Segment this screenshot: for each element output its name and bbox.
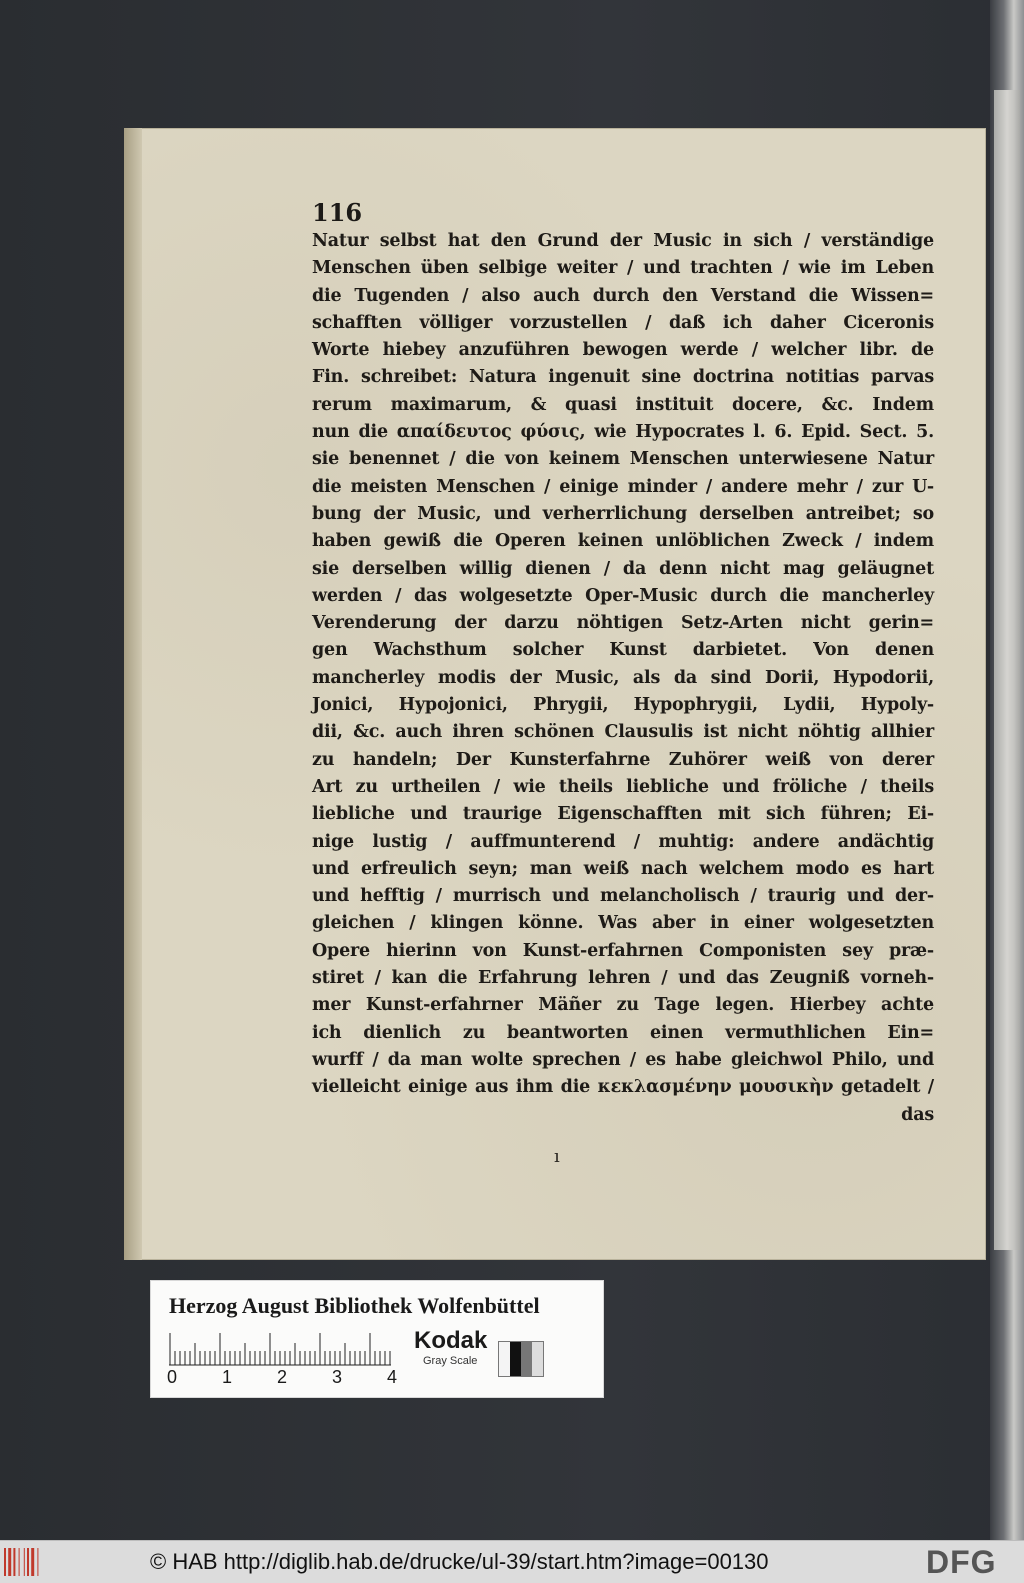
barcode-bar xyxy=(37,1548,38,1576)
text-line: vielleicht einige aus ihm die κεκλασμένην μουσικὴν getadelt / xyxy=(312,1077,934,1098)
text-line: das xyxy=(901,1104,934,1125)
barcode-bar xyxy=(19,1548,20,1576)
text-line: wurff / da man wolte sprechen / es habe gleichwol Philo, und xyxy=(312,1049,934,1070)
text-line: liebliche und traurige Eigenschafften mit sich führen; Ei- xyxy=(312,804,934,825)
text-line: Fin. schreibet: Natura ingenuit sine doctrina notitias parvas xyxy=(312,367,934,388)
text-line: schafften völliger vorzustellen / daß ich daher Ciceronis xyxy=(312,312,934,333)
color-target-card xyxy=(150,1280,604,1398)
book-fore-edge xyxy=(990,0,1024,1540)
text-line: und erfreulich seyn; man weiß nach welchem modo es hart xyxy=(312,858,934,879)
document-page xyxy=(124,128,986,1260)
page-text xyxy=(312,228,934,1129)
dfg-logo: DFG xyxy=(926,1544,997,1580)
ruler-label: 1 xyxy=(222,1367,233,1387)
page-gutter-shadow xyxy=(124,128,142,1260)
text-line: werden / das wolgesetzte Oper-Music durch die mancherley xyxy=(312,585,934,606)
fore-edge-highlight xyxy=(994,90,1020,1250)
text-line: mer Kunst-erfahrner Mäñer zu Tage legen. Hierbey achte xyxy=(312,995,934,1016)
ruler-label: 4 xyxy=(387,1367,398,1387)
text-line: ich dienlich zu beantworten einen vermuthlichen Ein= xyxy=(312,1022,934,1043)
ruler-label: 3 xyxy=(332,1367,343,1387)
text-line: die Tugenden / also auch durch den Verstand die Wissen= xyxy=(312,285,934,306)
text-line: haben gewiß die Operen keinen unlöblichen Zweck / indem xyxy=(312,531,934,552)
text-line: sie derselben willig dienen / da denn nicht mag geläugnet xyxy=(312,558,934,579)
gray-swatch xyxy=(498,1341,544,1377)
text-line: Art zu urtheilen / wie theils liebliche und fröliche / theils xyxy=(312,776,934,797)
text-line: Verenderung der darzu nöhtigen Setz-Arten nicht gerin= xyxy=(312,613,934,634)
ruler-label: 2 xyxy=(277,1367,288,1387)
text-line: mancherley modis der Music, als da sind Dorii, Hypodorii, xyxy=(312,667,934,688)
ruler-scale xyxy=(169,1331,391,1367)
barcode-bar xyxy=(27,1548,29,1576)
page-number: 116 xyxy=(312,198,363,227)
text-line: Menschen üben selbige weiter / und trachten / wie im Leben xyxy=(312,258,934,279)
text-line: nige lustig / auffmunterend / muhtig: andere andächtig xyxy=(312,831,934,852)
text-line: nun die απαίδευτος φύσις, wie Hypocrates l. 6. Epid. Sect. 5. xyxy=(312,422,934,443)
ruler-label: 0 xyxy=(167,1367,178,1387)
text-line: Natur selbst hat den Grund der Music in sich / verständige xyxy=(312,231,934,251)
text-line: und hefftig / murrisch und melancholisch / traurig und der- xyxy=(312,886,934,907)
barcode-bar xyxy=(13,1548,15,1576)
kodak-logo: Kodak xyxy=(414,1327,488,1354)
text-line: gleichen / klingen könne. Was aber in einer wolgesetzten xyxy=(312,913,934,934)
barcode-bar xyxy=(8,1548,11,1576)
text-line: Jonici, Hypojonici, Phrygii, Hypophrygii, Lydii, Hypoly- xyxy=(312,695,934,716)
text-line: rerum maximarum, & quasi instituit docere, &c. Indem xyxy=(312,394,934,415)
ruler-labels xyxy=(167,1367,407,1389)
text-line: bung der Music, und verherrlichung derselben antreibet; so xyxy=(312,503,934,524)
barcode-icon xyxy=(4,1548,48,1576)
text-line: zu handeln; Der Kunsterfahrne Zuhörer weiß von derer xyxy=(312,749,934,770)
text-line: Opere hierinn von Kunst-erfahrnen Componisten sey præ- xyxy=(312,940,934,961)
signature-mark: ı xyxy=(554,1146,560,1167)
text-line: dii, &c. auch ihren schönen Clausulis ist nicht nöhtig allhier xyxy=(312,722,934,743)
text-line: sie benennet / die von keinem Menschen unterwiesene Natur xyxy=(312,449,934,470)
copyright-link[interactable]: © HAB http://diglib.hab.de/drucke/ul-39/start.htm?image=00130 xyxy=(150,1549,769,1574)
text-line: die meisten Menschen / einige minder / andere mehr / zur U- xyxy=(312,476,934,497)
barcode-bar xyxy=(31,1548,34,1576)
text-line: stiret / kan die Erfahrung lehren / und das Zeugniß vorneh- xyxy=(312,968,934,989)
text-line: gen Wachsthum solcher Kunst darbietet. Von denen xyxy=(312,640,934,661)
barcode-bar xyxy=(24,1548,25,1576)
footer-bar xyxy=(0,1540,1024,1583)
library-name: Herzog August Bibliothek Wolfenbüttel xyxy=(169,1293,540,1318)
text-line: Worte hiebey anzuführen bewogen werde / welcher libr. de xyxy=(312,340,934,361)
barcode-bar xyxy=(4,1548,6,1576)
gray-scale-label: Gray Scale xyxy=(423,1355,478,1367)
